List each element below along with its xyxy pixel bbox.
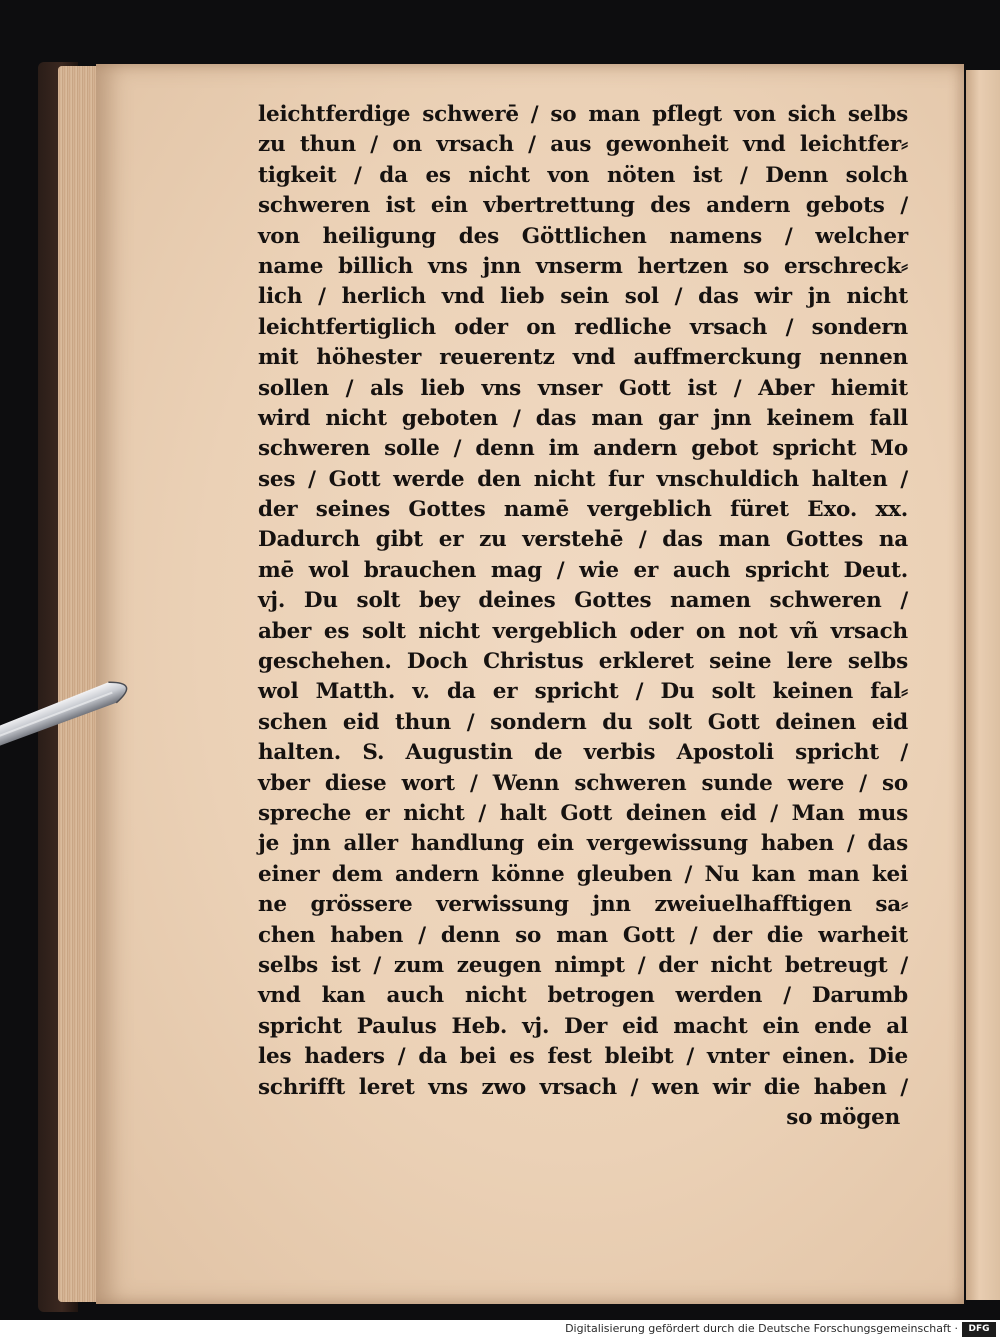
text-line: aber es solt nicht vergeblich oder on not vñ vrsach xyxy=(258,618,908,644)
funding-credit: Digitalisierung gefördert durch die Deutsche Forschungsgemeinschaft · xyxy=(565,1322,958,1335)
text-line: schen eid thun / sondern du solt Gott deinen eid xyxy=(258,709,908,735)
text-line: zu thun / on vrsach / aus gewonheit vnd leichtfer⸗ xyxy=(258,132,908,158)
text-line: wird nicht geboten / das man gar jnn keinem fall xyxy=(258,405,908,431)
catchword: so mögen xyxy=(786,1104,900,1130)
text-line: spricht Paulus Heb. vj. Der eid macht ein ende al xyxy=(258,1013,908,1039)
text-line: spreche er nicht / halt Gott deinen eid / Man mus xyxy=(258,800,908,826)
text-line: mit höhester reuerentz vnd auffmerckung nennen xyxy=(258,345,908,371)
text-line: les haders / da bei es fest bleibt / vnter einen. Die xyxy=(258,1044,908,1070)
text-block xyxy=(258,100,908,1133)
text-line: halten. S. Augustin de verbis Apostoli spricht / xyxy=(258,740,908,766)
dfg-logo: DFG xyxy=(962,1322,996,1337)
text-line: vber diese wort / Wenn schweren sunde were / so xyxy=(258,770,908,796)
footer-bar xyxy=(0,1320,1000,1340)
text-line: schrifft leret vns zwo vrsach / wen wir die haben / xyxy=(258,1074,908,1100)
text-line: ne grössere verwissung jnn zweiuelhafftigen sa⸗ xyxy=(258,892,908,918)
text-line: tigkeit / da es nicht von nöten ist / Denn solch xyxy=(258,162,908,188)
text-line: wol Matth. v. da er spricht / Du solt keinen fal⸗ xyxy=(258,679,908,705)
text-line: mē wol brauchen mag / wie er auch spricht Deut. xyxy=(258,557,908,583)
text-line: selbs ist / zum zeugen nimpt / der nicht betreugt / xyxy=(258,952,908,978)
text-line: chen haben / denn so man Gott / der die warheit xyxy=(258,922,908,948)
text-line: Dadurch gibt er zu verstehē / das man Gottes na xyxy=(258,527,908,553)
text-line: geschehen. Doch Christus erkleret seine lere selbs xyxy=(258,649,908,675)
text-line: einer dem andern könne gleuben / Nu kan man kei xyxy=(258,861,908,887)
text-line: leichtfertiglich oder on redliche vrsach / sondern xyxy=(258,314,908,340)
text-line: sollen / als lieb vns vnser Gott ist / Aber hiemit xyxy=(258,375,908,401)
text-line: schweren solle / denn im andern gebot spricht Mo xyxy=(258,436,908,462)
text-line: schweren ist ein vbertrettung des andern gebots / xyxy=(258,193,908,219)
text-line: von heiligung des Göttlichen namens / welcher xyxy=(258,223,908,249)
text-line: der seines Gottes namē vergeblich füret Exo. xx. xyxy=(258,497,908,523)
text-line: vnd kan auch nicht betrogen werden / Darumb xyxy=(258,983,908,1009)
next-page-edge xyxy=(966,70,1000,1300)
text-line: vj. Du solt bey deines Gottes namen schweren / xyxy=(258,588,908,614)
text-line: name billich vns jnn vnserm hertzen so erschreck⸗ xyxy=(258,253,908,279)
text-line: leichtferdige schwerē / so man pflegt von sich selbs xyxy=(258,102,908,127)
text-line: lich / herlich vnd lieb sein sol / das wir jn nicht xyxy=(258,284,908,310)
text-line: ses / Gott werde den nicht fur vnschuldich halten / xyxy=(258,466,908,492)
text-line: je jnn aller handlung ein vergewissung haben / das xyxy=(258,831,908,857)
